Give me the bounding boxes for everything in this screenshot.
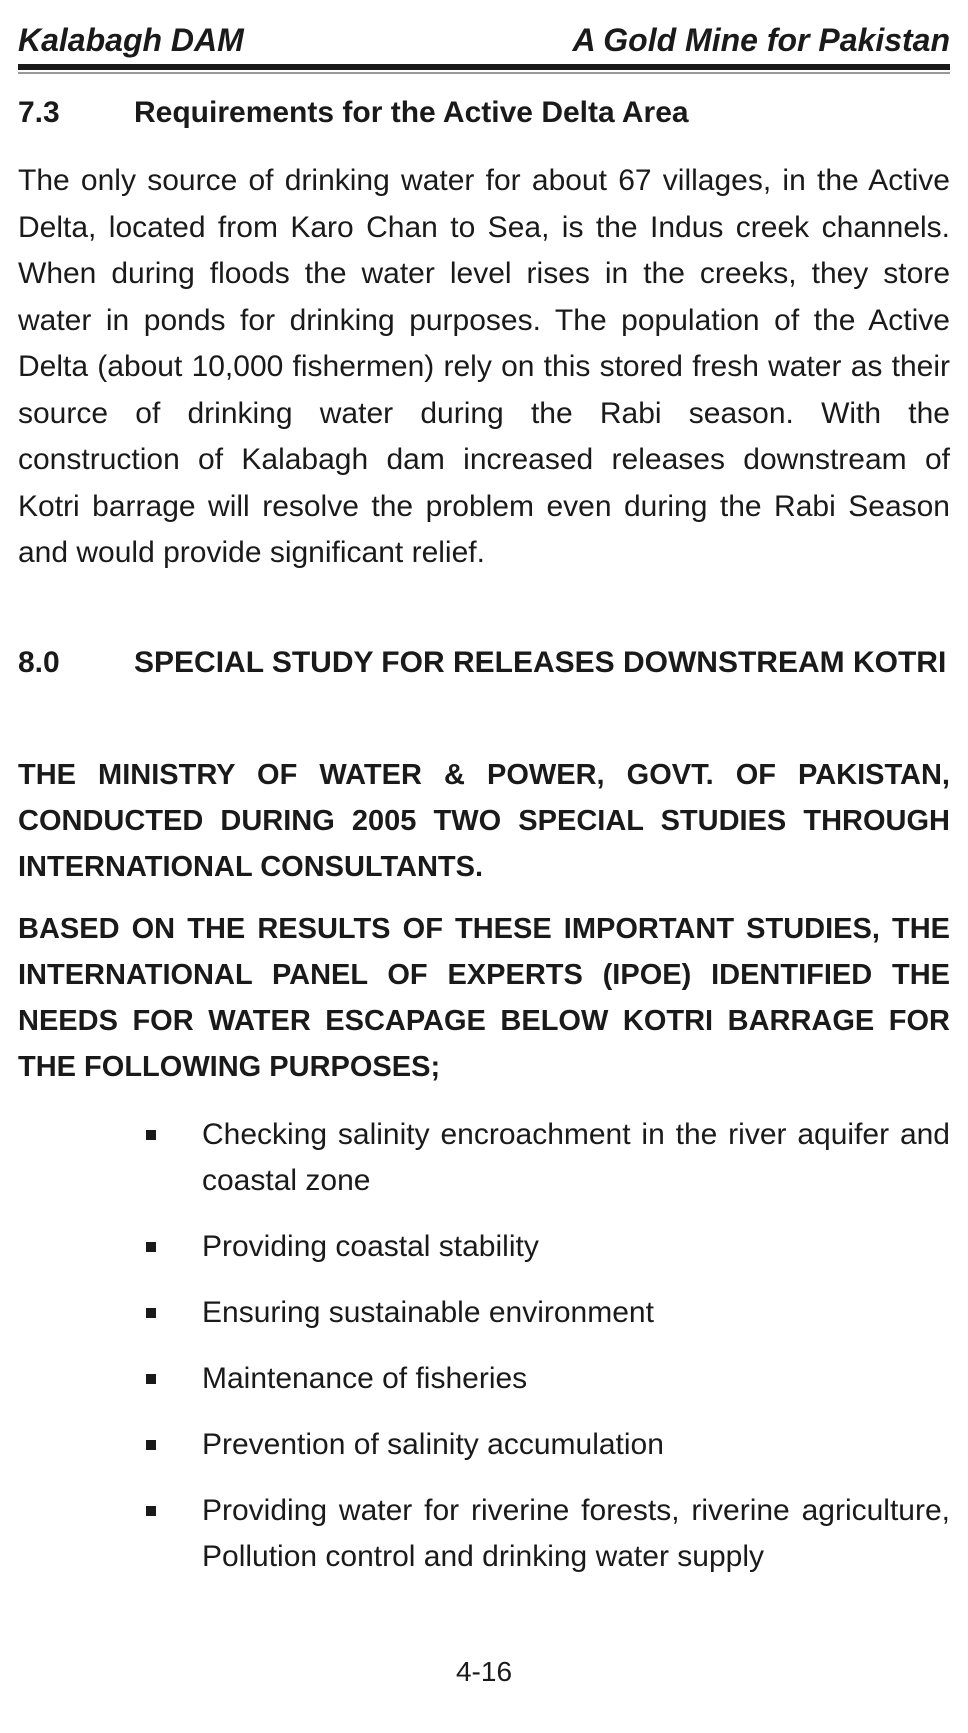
list-item-text: Maintenance of fisheries <box>202 1362 528 1395</box>
list-item <box>128 1224 950 1270</box>
document-page <box>18 0 950 1733</box>
running-header <box>18 18 950 62</box>
square-bullet-icon <box>146 1440 156 1450</box>
page-number: 4-16 <box>455 1656 513 1687</box>
list-item-text: Checking salinity encroachment in the river aquifer and coastal zone <box>202 1118 950 1197</box>
header-document-title: Kalabagh DAM <box>18 22 244 58</box>
ipoe-findings-paragraph: BASED ON THE RESULTS OF THESE IMPORTANT STUDIES, THE INTERNATIONAL PANEL OF EXPERTS (IPOE) IDENTIFIED THE NEEDS FOR WATER ESCAPAGE BELOW KOTRI BARRAGE FOR THE FOLLOWING PURPOSES; <box>18 913 950 1083</box>
square-bullet-icon <box>146 1242 156 1252</box>
list-item <box>128 1112 950 1204</box>
square-bullet-icon <box>146 1308 156 1318</box>
section-number: 7.3 <box>18 96 60 129</box>
list-item-text: Providing coastal stability <box>202 1230 539 1263</box>
header-document-subtitle: A Gold Mine for Pakistan <box>572 22 950 58</box>
section-title: SPECIAL STUDY FOR RELEASES DOWNSTREAM KOTRI <box>134 646 947 679</box>
section-heading-7-3 <box>18 90 950 136</box>
list-item <box>128 1488 950 1580</box>
list-item <box>128 1290 950 1336</box>
section-number: 8.0 <box>18 646 60 679</box>
list-item <box>128 1422 950 1468</box>
square-bullet-icon <box>146 1374 156 1384</box>
section-title: Requirements for the Active Delta Area <box>134 96 689 129</box>
list-item-text: Providing water for riverine forests, riverine agriculture, Pollution control and drinking water supply <box>202 1494 950 1573</box>
header-rule <box>18 64 950 70</box>
purposes-list <box>128 1112 950 1600</box>
ministry-studies-paragraph: THE MINISTRY OF WATER & POWER, GOVT. OF PAKISTAN, CONDUCTED DURING 2005 TWO SPECIAL STUDIES THROUGH INTERNATIONAL CONSULTANTS. <box>18 759 950 883</box>
square-bullet-icon <box>146 1130 156 1140</box>
section-heading-8-0 <box>18 640 950 732</box>
list-item-text: Prevention of salinity accumulation <box>202 1428 664 1461</box>
active-delta-paragraph: The only source of drinking water for about 67 villages, in the Active Delta, located from Karo Chan to Sea, is the Indus creek channels. When during floods the water level rises in the creeks, they store water in ponds for drinking purposes. The population of the Active Delta (about 10,000 fishermen) rely on this stored fresh water as their source of drinking water during the Rabi season. With the construction of Kalabagh dam increased releases downstream of Kotri barrage will resolve the problem even during the Rabi Season and would provide significant relief. <box>18 164 950 569</box>
header-rule-thin <box>18 72 950 74</box>
list-item-text: Ensuring sustainable environment <box>202 1296 654 1329</box>
square-bullet-icon <box>146 1506 156 1516</box>
list-item <box>128 1356 950 1402</box>
